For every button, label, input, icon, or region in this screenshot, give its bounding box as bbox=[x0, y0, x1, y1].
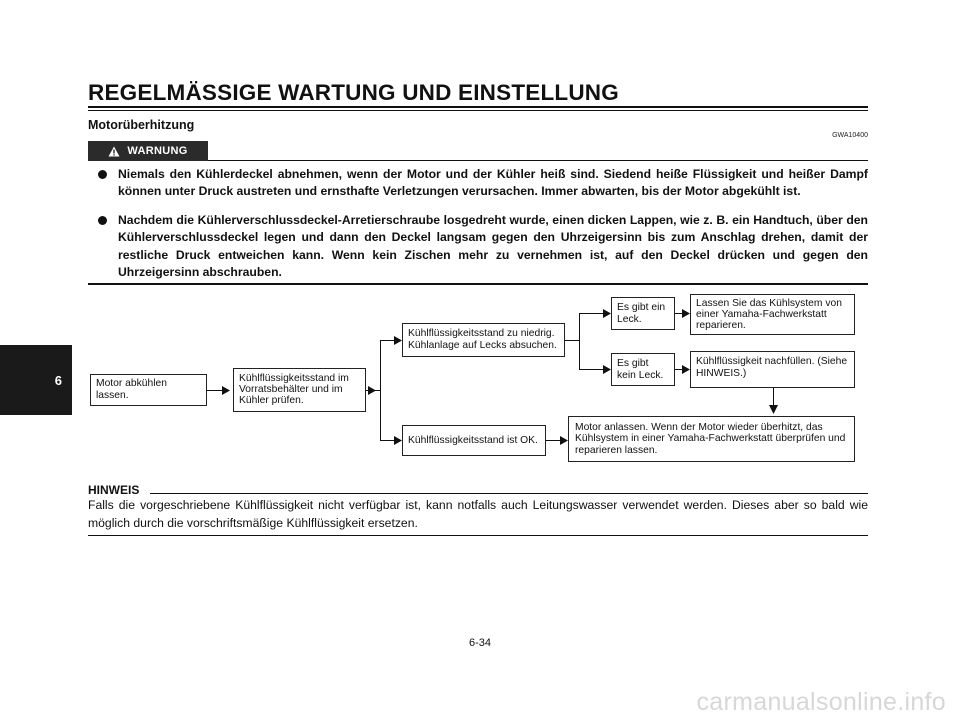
connector-line bbox=[579, 369, 609, 370]
connector-line bbox=[546, 440, 566, 441]
note-end-rule bbox=[88, 535, 868, 536]
connector-line bbox=[675, 369, 688, 370]
warning-item bbox=[98, 212, 868, 282]
flow-box-start: Motor abkühlen lassen. bbox=[90, 374, 207, 406]
connector-line bbox=[675, 313, 688, 314]
flow-box-leak: Es gibt ein Leck. bbox=[611, 297, 675, 330]
connector-line bbox=[207, 390, 228, 391]
flow-box-refill: Kühlflüssigkeit nachfüllen. (Siehe HINWEIS.) bbox=[690, 351, 855, 388]
warning-item-text: Nachdem die Kühlerverschlussdeckel-Arretierschraube losgedreht wurde, einen dicken Lappen, wie z. B. ein Handtuch, über den Kühlerverschlussdeckel legen und dann den Deckel langsam gegen den Uhrzeigersinn bis zum Anschlag drehen, damit der restliche Druck entweichen kann. Wenn kein Zischen mehr zu vernehmen ist, auf den Deckel drücken und gegen den Uhrzeigersinn abschrauben. bbox=[118, 213, 868, 280]
warning-rule bbox=[208, 160, 868, 161]
warning-item bbox=[98, 166, 868, 201]
connector-line bbox=[773, 388, 774, 410]
note-text: Falls die vorgeschriebene Kühlflüssigkeit nicht verfügbar ist, kann notfalls auch Leitungswasser verwendet werden. Dieses aber so bald wie möglich durch die vorschriftsmäßige Kühlflüssigkeit ersetzen. bbox=[88, 498, 868, 530]
connector-line bbox=[380, 340, 381, 441]
flow-box-no-leak: Es gibt kein Leck. bbox=[611, 353, 675, 386]
bullet-icon bbox=[98, 170, 107, 179]
flow-box-level-low: Kühlflüssigkeitsstand zu niedrig. Kühlanlage auf Lecks absuchen. bbox=[402, 323, 565, 357]
flow-box-repair: Lassen Sie das Kühlsystem von einer Yamaha-Fachwerkstatt reparieren. bbox=[690, 294, 855, 335]
flow-box-restart: Motor anlassen. Wenn der Motor wieder überhitzt, das Kühlsystem in einer Yamaha-Fachwerkstatt überprüfen und reparieren lassen. bbox=[568, 416, 855, 462]
warning-code: GWA10400 bbox=[832, 132, 868, 139]
connector-line bbox=[366, 390, 380, 391]
warning-triangle-icon bbox=[108, 146, 120, 157]
watermark: carmanualsonline.info bbox=[696, 688, 946, 716]
header-rule-thin bbox=[88, 110, 868, 111]
flow-box-level-ok: Kühlflüssigkeitsstand ist OK. bbox=[402, 425, 546, 456]
page-title: REGELMÄSSIGE WARTUNG UND EINSTELLUNG bbox=[88, 80, 619, 105]
connector-line bbox=[380, 440, 400, 441]
connector-line bbox=[380, 340, 400, 341]
page-number: 6-34 bbox=[468, 637, 492, 649]
connector-line bbox=[579, 313, 580, 370]
header-rule bbox=[88, 106, 868, 108]
bullet-icon bbox=[98, 216, 107, 225]
warning-end-rule bbox=[88, 283, 868, 285]
note-label: HINWEIS bbox=[88, 483, 140, 497]
flow-box-check: Kühlflüssigkeitsstand im Vorratsbehälter und im Kühler prüfen. bbox=[233, 368, 366, 412]
warning-item-text: Niemals den Kühlerdeckel abnehmen, wenn der Motor und der Kühler heiß sind. Siedend heiße Flüssigkeit und heißer Dampf können unter Druck austreten und ernsthafte Verletzungen verursachen. Immer abwarten, bis der Motor abgekühlt ist. bbox=[118, 167, 868, 199]
warning-label: WARNUNG bbox=[127, 145, 188, 157]
connector-line bbox=[565, 340, 579, 341]
note-rule bbox=[150, 493, 868, 494]
connector-line bbox=[579, 313, 609, 314]
chapter-tab: 6 bbox=[0, 345, 72, 415]
warning-label-box bbox=[88, 141, 208, 161]
section-title: Motorüberhitzung bbox=[88, 118, 195, 132]
